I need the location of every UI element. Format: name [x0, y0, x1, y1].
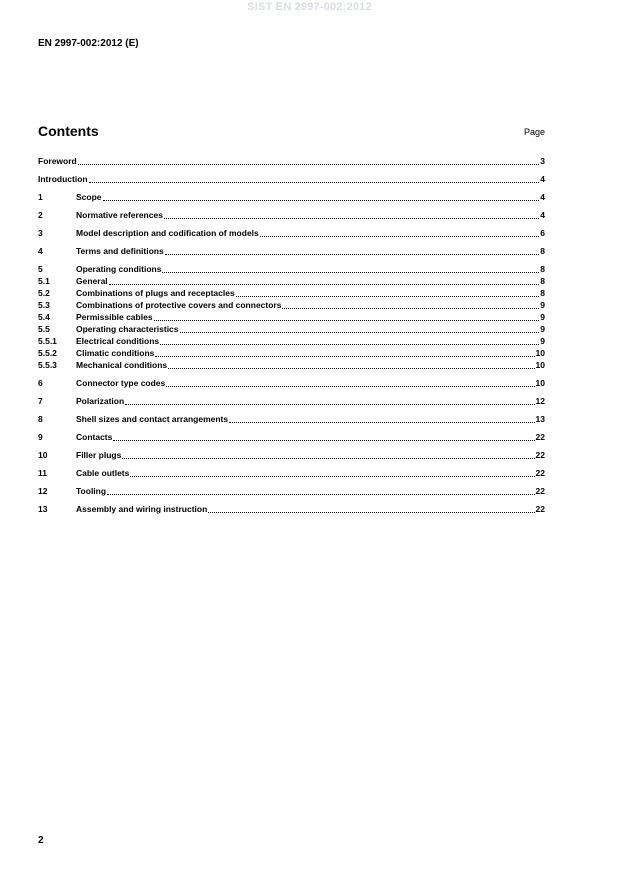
dot-leader — [166, 386, 534, 387]
dot-leader — [130, 476, 534, 477]
toc-page: 4 — [540, 210, 545, 220]
toc-entry-7[interactable] — [38, 396, 545, 406]
dot-leader — [125, 404, 534, 405]
toc-number: 7 — [38, 396, 43, 406]
toc-title: Polarization — [76, 396, 125, 406]
toc-page: 12 — [535, 396, 545, 406]
toc-number: 5.2 — [38, 288, 50, 298]
dot-leader — [89, 182, 540, 183]
toc-page: 8 — [540, 288, 545, 298]
document-id: EN 2997-002:2012 (E) — [38, 38, 139, 49]
toc-page: 8 — [540, 276, 545, 286]
dot-leader — [229, 422, 534, 423]
toc-title: Scope — [76, 192, 102, 202]
toc-number: 2 — [38, 210, 43, 220]
toc-title: Foreword — [38, 156, 77, 166]
toc-number: 5.5.2 — [38, 348, 57, 358]
toc-entry-1[interactable] — [38, 192, 545, 202]
toc-page: 22 — [535, 486, 545, 496]
toc-title: Introduction — [38, 174, 88, 184]
toc-page: 22 — [535, 432, 545, 442]
toc-title: Model description and codification of models — [76, 228, 259, 238]
toc-page: 22 — [535, 450, 545, 460]
toc-entry-11[interactable] — [38, 468, 545, 478]
dot-leader — [160, 344, 539, 345]
toc-page: 8 — [540, 246, 545, 256]
toc-page: 13 — [535, 414, 545, 424]
toc-entry-5[interactable] — [38, 264, 545, 274]
toc-page: 10 — [535, 348, 545, 358]
toc-page: 6 — [540, 228, 545, 238]
toc-entry-5-5-3[interactable] — [38, 360, 545, 370]
table-of-contents — [38, 156, 545, 514]
toc-entry-12[interactable] — [38, 486, 545, 496]
contents-heading: Contents — [38, 123, 99, 139]
dot-leader — [162, 272, 539, 273]
toc-page: 9 — [540, 300, 545, 310]
toc-number: 4 — [38, 246, 43, 256]
toc-entry-3[interactable] — [38, 228, 545, 238]
toc-title: Mechanical conditions — [76, 360, 168, 370]
toc-page: 9 — [540, 312, 545, 322]
toc-page: 22 — [535, 504, 545, 514]
dot-leader — [103, 200, 540, 201]
dot-leader — [164, 218, 539, 219]
toc-entry-introduction[interactable] — [38, 174, 545, 184]
page-column-heading: Page — [523, 127, 545, 137]
toc-title: Operating conditions — [76, 264, 162, 274]
toc-number: 1 — [38, 192, 43, 202]
dot-leader — [180, 332, 540, 333]
dot-leader — [78, 164, 540, 165]
dot-leader — [109, 284, 540, 285]
toc-number: 5.5 — [38, 324, 50, 334]
dot-leader — [282, 308, 539, 309]
toc-number: 5 — [38, 264, 43, 274]
toc-entry-5-4[interactable] — [38, 312, 545, 322]
toc-number: 5.4 — [38, 312, 50, 322]
dot-leader — [122, 458, 534, 459]
toc-entry-10[interactable] — [38, 450, 545, 460]
toc-entry-5-2[interactable] — [38, 288, 545, 298]
toc-entry-9[interactable] — [38, 432, 545, 442]
toc-entry-5-3[interactable] — [38, 300, 545, 310]
toc-entry-2[interactable] — [38, 210, 545, 220]
toc-page: 4 — [540, 192, 545, 202]
dot-leader — [168, 368, 534, 369]
toc-title: Climatic conditions — [76, 348, 155, 358]
toc-page: 10 — [535, 378, 545, 388]
toc-number: 3 — [38, 228, 43, 238]
toc-page: 22 — [535, 468, 545, 478]
page-number: 2 — [38, 835, 44, 846]
toc-title: Cable outlets — [76, 468, 130, 478]
toc-entry-4[interactable] — [38, 246, 545, 256]
toc-title: Combinations of plugs and receptacles — [76, 288, 235, 298]
toc-number: 12 — [38, 486, 48, 496]
dot-leader — [260, 236, 540, 237]
toc-number: 8 — [38, 414, 43, 424]
toc-page: 9 — [540, 336, 545, 346]
toc-page: 3 — [540, 156, 545, 166]
toc-page: 10 — [535, 360, 545, 370]
toc-number: 5.3 — [38, 300, 50, 310]
toc-entry-5-5-1[interactable] — [38, 336, 545, 346]
toc-page: 8 — [540, 264, 545, 274]
dot-leader — [155, 356, 534, 357]
toc-title: Operating characteristics — [76, 324, 179, 334]
toc-title: Normative references — [76, 210, 163, 220]
dot-leader — [236, 296, 540, 297]
toc-title: General — [76, 276, 108, 286]
toc-number: 5.5.3 — [38, 360, 57, 370]
toc-title: Combinations of protective covers and connectors — [76, 300, 282, 310]
toc-number: 11 — [38, 468, 47, 478]
toc-page: 9 — [540, 324, 545, 334]
toc-entry-6[interactable] — [38, 378, 545, 388]
dot-leader — [165, 254, 540, 255]
toc-title: Terms and definitions — [76, 246, 164, 256]
toc-entry-5-5-2[interactable] — [38, 348, 545, 358]
toc-title: Permissible cables — [76, 312, 153, 322]
toc-title: Contacts — [76, 432, 113, 442]
toc-entry-13[interactable] — [38, 504, 545, 514]
toc-number: 13 — [38, 504, 48, 514]
toc-number: 9 — [38, 432, 43, 442]
watermark: SIST EN 2997-002:2012 — [247, 1, 372, 13]
toc-title: Connector type codes — [76, 378, 166, 388]
toc-entry-foreword[interactable] — [38, 156, 545, 166]
toc-title: Filler plugs — [76, 450, 122, 460]
toc-title: Shell sizes and contact arrangements — [76, 414, 229, 424]
dot-leader — [107, 494, 534, 495]
toc-number: 10 — [38, 450, 48, 460]
toc-page: 4 — [540, 174, 545, 184]
toc-entry-5-1[interactable] — [38, 276, 545, 286]
dot-leader — [208, 512, 534, 513]
toc-title: Assembly and wiring instruction — [76, 504, 208, 514]
dot-leader — [113, 440, 534, 441]
toc-number: 6 — [38, 378, 43, 388]
toc-title: Electrical conditions — [76, 336, 160, 346]
dot-leader — [154, 320, 540, 321]
toc-entry-5-5[interactable] — [38, 324, 545, 334]
toc-number: 5.5.1 — [38, 336, 57, 346]
toc-title: Tooling — [76, 486, 107, 496]
toc-number: 5.1 — [38, 276, 50, 286]
toc-entry-8[interactable] — [38, 414, 545, 424]
